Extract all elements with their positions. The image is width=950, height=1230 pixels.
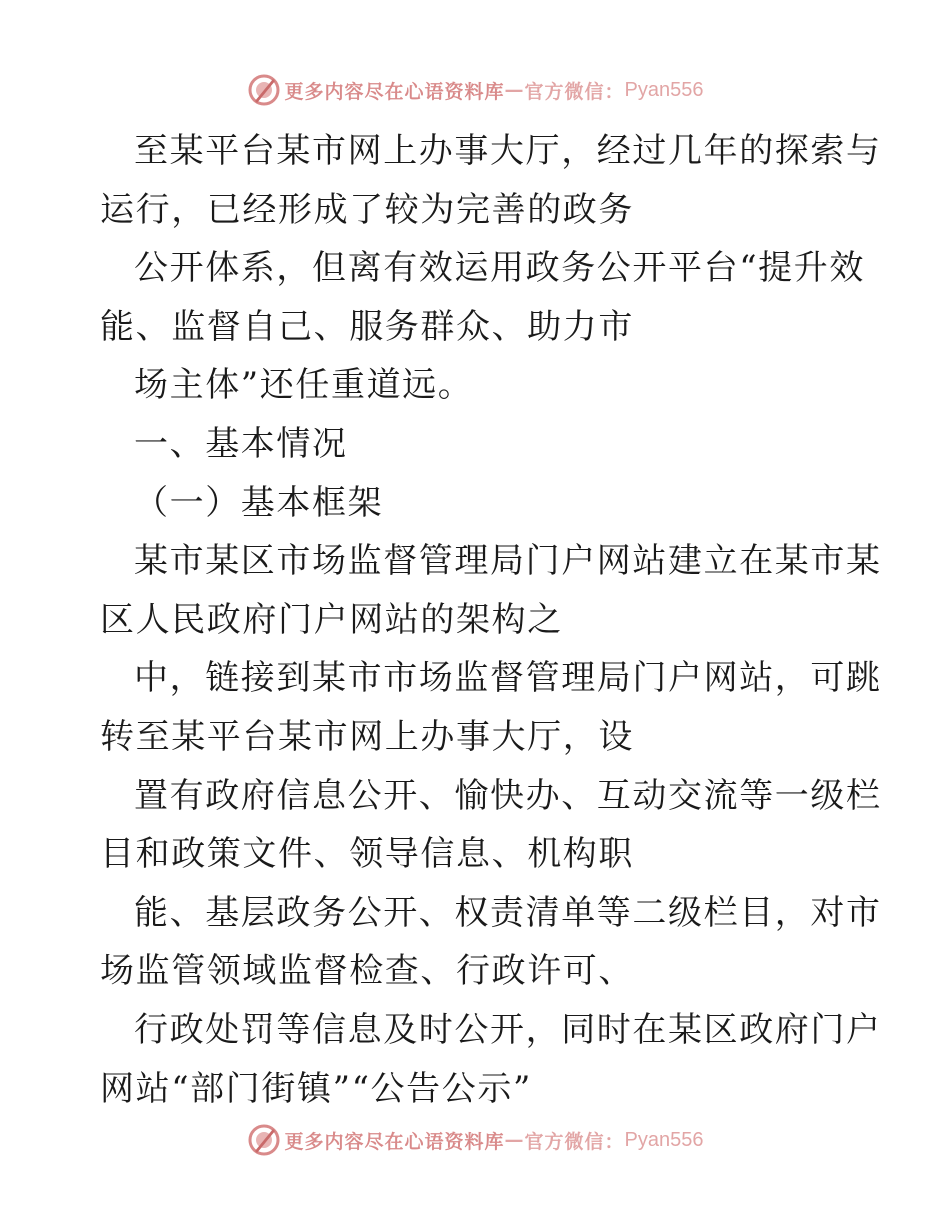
text-line: 转至某平台某市网上办事大厅，设	[100, 716, 634, 757]
text-line: 区人民政府门户网站的架构之	[100, 599, 563, 640]
text-line: 某市某区市场监督管理局门户网站建立在某市某	[134, 541, 882, 582]
document-body	[100, 122, 882, 1118]
text-line: 运行，已经形成了较为完善的政务	[100, 189, 634, 230]
text-line: 网站“部门街镇”“公告公示”	[100, 1068, 532, 1109]
quill-seal-icon	[247, 73, 281, 107]
subsection-heading: （一）基本框架	[134, 482, 384, 523]
header-watermark	[0, 70, 950, 110]
text-line: 行政处罚等信息及时公开，同时在某区政府门户	[134, 1009, 882, 1050]
text-line: 能、基层政务公开、权责清单等二级栏目，对市	[134, 892, 882, 933]
watermark-dash: —	[504, 79, 525, 101]
text-line: 场监管领域监督检查、行政许可、	[100, 951, 634, 992]
text-line: 场主体”还任重道远。	[134, 365, 474, 406]
watermark-handle: Pyan556	[624, 1128, 704, 1151]
text-line: 能、监督自己、服务群众、助力市	[100, 306, 634, 347]
text-line: 至某平台某市网上办事大厅，经过几年的探索与	[134, 131, 882, 171]
watermark-brand: 更多内容尽在心语资料库	[284, 80, 505, 103]
watermark-official-label: 官方微信：	[524, 80, 625, 103]
watermark-dash: —	[504, 1129, 525, 1151]
text-line: 目和政策文件、领导信息、机构职	[100, 834, 634, 875]
text-line: 置有政府信息公开、愉快办、互动交流等一级栏	[134, 775, 882, 816]
watermark-official-label: 官方微信：	[524, 1130, 625, 1153]
text-line: 公开体系，但离有效运用政务公开平台“提升效	[134, 248, 865, 289]
watermark-handle: Pyan556	[624, 78, 704, 101]
quill-seal-icon	[247, 1123, 281, 1157]
watermark-brand: 更多内容尽在心语资料库	[284, 1130, 505, 1153]
section-heading: 一、基本情况	[134, 423, 348, 464]
footer-watermark	[0, 1120, 950, 1160]
text-line: 中，链接到某市市场监督管理局门户网站，可跳	[134, 658, 882, 699]
